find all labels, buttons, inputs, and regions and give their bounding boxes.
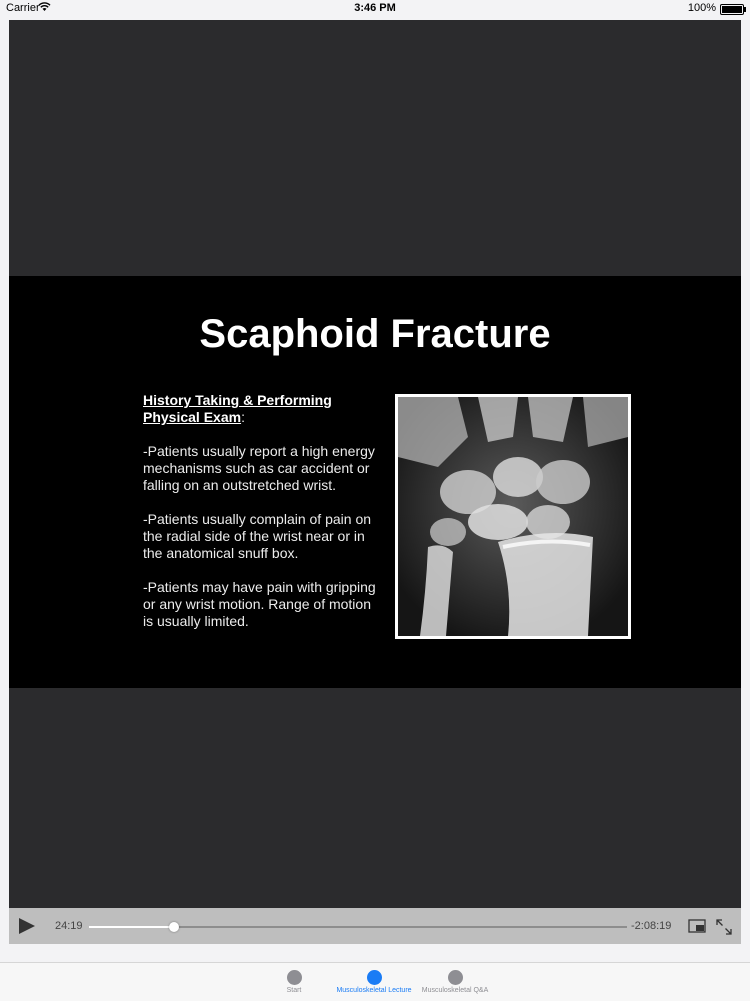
playback-controls [9, 908, 741, 944]
tab-icon [448, 970, 463, 985]
slide-heading: History Taking & Performing Physical Exam [143, 392, 332, 425]
wrist-xray-image [395, 394, 631, 639]
slide-text [143, 392, 383, 647]
progress-thumb[interactable] [169, 922, 179, 932]
fullscreen-icon[interactable] [715, 918, 733, 941]
carrier-label: Carrier [6, 2, 40, 14]
tab-icon [367, 970, 382, 985]
clock: 3:46 PM [354, 2, 396, 14]
remaining-time: -2:08:19 [631, 920, 672, 932]
slide-heading-colon: : [241, 409, 245, 425]
progress-fill [89, 926, 174, 928]
tab-label: Musculoskeletal Lecture [336, 987, 412, 994]
slide-paragraph: -Patients usually report a high energy mechanisms such as car accident or falling on an outstretched wrist. [143, 443, 375, 493]
tab-bar [0, 962, 750, 1001]
play-icon[interactable] [19, 918, 35, 934]
battery-icon [720, 4, 744, 15]
video-player[interactable] [9, 20, 741, 944]
tab-icon [287, 970, 302, 985]
status-bar [0, 0, 750, 18]
elapsed-time: 24:19 [55, 920, 83, 932]
tab-label: Musculoskeletal Q&A [421, 987, 489, 994]
lecture-slide [9, 276, 741, 688]
battery-percentage: 100% [687, 2, 716, 14]
slide-paragraph: -Patients may have pain with gripping or any wrist motion. Range of motion is usually limited. [143, 579, 376, 629]
progress-slider[interactable] [89, 926, 627, 928]
slide-paragraph: -Patients usually complain of pain on the radial side of the wrist near or in the anatomical snuff box. [143, 511, 372, 561]
picture-in-picture-icon[interactable] [688, 919, 706, 938]
tab-musculoskeletal-qa[interactable] [395, 967, 515, 994]
slide-title: Scaphoid Fracture [199, 312, 551, 356]
tab-label: Start [286, 987, 302, 994]
